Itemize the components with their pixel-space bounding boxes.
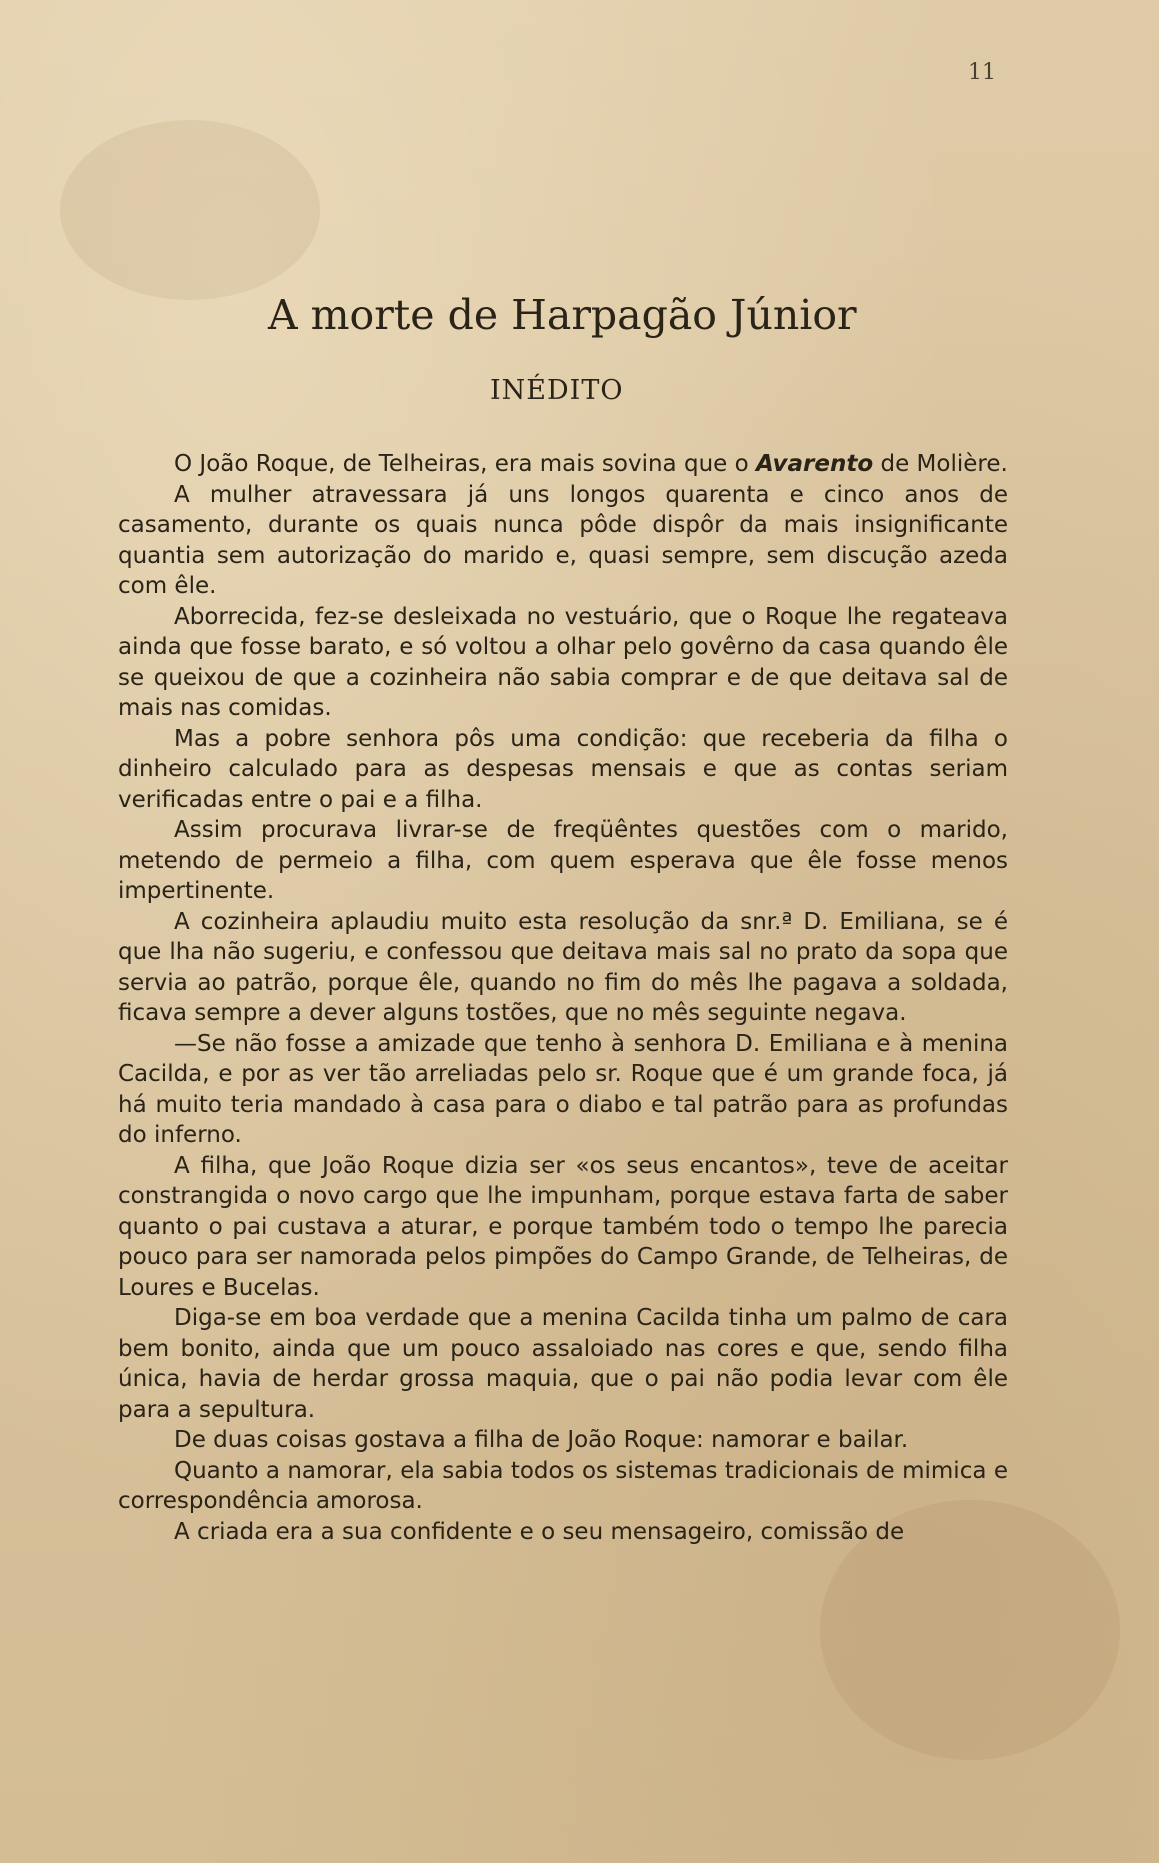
- paragraph-text: O João Roque, de Telheiras, era mais sovina que o: [174, 451, 756, 477]
- paragraph: Aborrecida, fez-se desleixada no vestuário, que o Roque lhe regateava ainda que fosse barato, e só voltou a olhar pelo govêrno da casa quando êle se queixou de que a cozinheira não sabia comprar e de que deitava sal de mais nas comidas.: [118, 603, 1008, 721]
- paragraph: De duas coisas gostava a filha de João Roque: namorar e bailar.: [174, 1427, 909, 1453]
- paper-stain: [60, 120, 320, 300]
- paragraph-text: de Molière.: [873, 451, 1008, 477]
- paragraph: [118, 449, 1008, 480]
- paragraph: A criada era a sua confidente e o seu mensageiro, comissão de: [174, 1518, 905, 1545]
- article-subtitle: INÉDITO: [490, 375, 624, 406]
- paragraph: A cozinheira aplaudiu muito esta resolução da snr.ª D. Emiliana, se é que lha não sugeriu, e confessou que deitava mais sal no prato da sopa que servia ao patrão, porque êle, quando no fim do mês lhe pagava a soldada, ficava sempre a dever alguns tostões, que no mês seguinte negava.: [118, 908, 1008, 1026]
- paragraph: A filha, que João Roque dizia ser «os seus encantos», teve de aceitar constrangida o novo cargo que lhe impunham, porque estava farta de saber quanto o pai custava a aturar, e porque também todo o tempo lhe parecia pouco para ser namorada pelos pimpões do Campo Grande, de Telheiras, de Loures e Bucelas.: [118, 1152, 1008, 1301]
- paragraph: A mulher atravessara já uns longos quarenta e cinco anos de casamento, durante os quais nunca pôde dispôr da mais insignificante quantia sem autorização do marido e, quasi sempre, sem discução azeda com êle.: [118, 481, 1008, 599]
- paragraph: —Se não fosse a amizade que tenho à senhora D. Emiliana e à menina Cacilda, e por as ver tão arreliadas pelo sr. Roque que é um grande foca, já há muito teria mandado à casa para o diabo e tal patrão para as profundas do inferno.: [118, 1030, 1008, 1148]
- paragraph: Mas a pobre senhora pôs uma condição: que receberia da filha o dinheiro calculado para as despesas mensais e que as contas seriam verificadas entre o pai e a filha.: [118, 725, 1008, 813]
- paragraph: Assim procurava livrar-se de freqüêntes questões com o marido, metendo de permeio a filha, com quem esperava que êle fosse menos impertinente.: [118, 817, 1008, 904]
- page-number: 11: [968, 60, 996, 85]
- article-title: A morte de Harpagão Júnior: [268, 291, 857, 339]
- emphasized-text: Avarento: [756, 451, 874, 477]
- paragraph: Diga-se em boa verdade que a menina Cacilda tinha um palmo de cara bem bonito, ainda que um pouco assaloiado nas cores e que, sendo filha única, havia de herdar grossa maquia, que o pai não podia levar com êle para a sepultura.: [118, 1305, 1008, 1423]
- paragraph: Quanto a namorar, ela sabia todos os sistemas tradicionais de mimica e correspondência amorosa.: [118, 1457, 1008, 1514]
- article-body: [118, 449, 1008, 1547]
